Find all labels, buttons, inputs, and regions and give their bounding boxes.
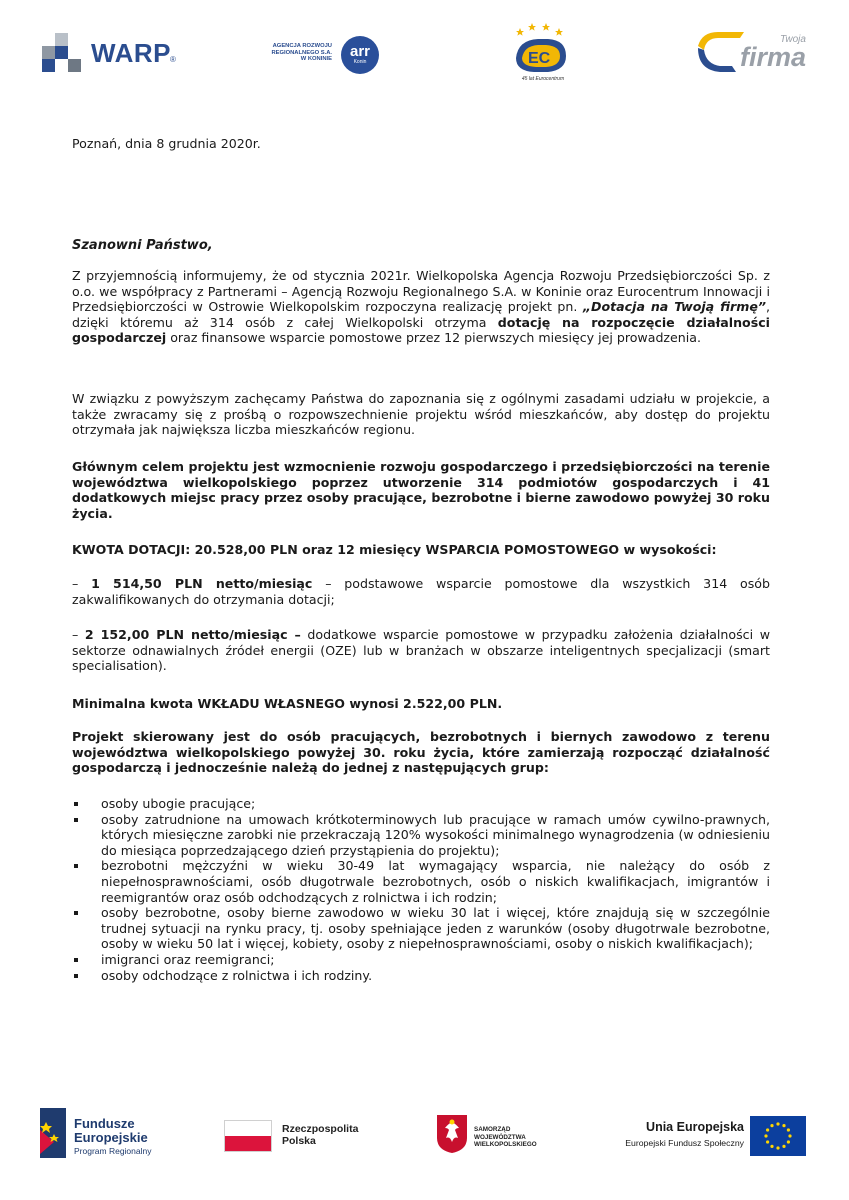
basic-support-dash: – (72, 576, 92, 591)
twoja-firma-large-text: firma (740, 42, 807, 72)
eligible-groups-list (72, 796, 770, 983)
ec-logo-caption: 45 lat Eurocentrum (521, 76, 565, 82)
unia-europejska-logo (618, 1114, 808, 1158)
list-item: osoby ubogie pracujące; (72, 796, 770, 812)
ec-logo-text: EC (528, 50, 551, 67)
fe-title: Fundusze Europejskie (74, 1116, 148, 1145)
ue-title: Unia Europejska (646, 1120, 744, 1134)
extra-support-text: dodatkowe wsparcie pomostowe w przypadku założenia działalności w sektorze odnawialnych źródeł energii (OZE) lub w branżach w obszarze inteligentnych specjalizacji (smart specialisation). (72, 627, 770, 674)
grant-highlight: dotację na rozpoczęcie działalności gospodarczej (72, 314, 770, 346)
twoja-firma-small-text: Twoja (780, 34, 806, 45)
arr-circle-icon (341, 36, 379, 74)
paragraph-basic-support (72, 576, 770, 607)
paragraph-intro-part3: oraz finansowe wsparcie pomostowe przez 12 pierwszych miesięcy jej prowadzenia. (166, 330, 701, 346)
rp-text: Rzeczpospolita Polska (282, 1123, 359, 1147)
eurocentrum-emblem-icon (508, 22, 574, 84)
date-line: Poznań, dnia 8 grudnia 2020r. (72, 136, 261, 151)
paragraph-grant-amount: KWOTA DOTACJI: 20.528,00 PLN oraz 12 miesięcy WSPARCIA POMOSTOWEGO w wysokości: (72, 542, 717, 557)
paragraph-intro (72, 268, 770, 346)
arr-logo-text: arr (349, 43, 371, 60)
eu-flag-icon (750, 1116, 806, 1156)
warp-registered-mark: ® (170, 55, 176, 64)
twoja-firma-logo (696, 28, 810, 78)
paragraph-goal: Głównym celem projektu jest wzmocnienie rozwoju gospodarczego i przedsiębiorczości na terenie województwa wielkopolskiego poprzez utworzenie 314 podmiotów gospodarczych i 41 dodatkowych miejsc pracy przez osoby pracujące, bezrobotne i bierne zawodowo powyżej 30 roku życia. (72, 459, 770, 521)
paragraph-intro-part1: Z przyjemnością informujemy, że od stycznia 2021r. Wielkopolska Agencja Rozwoju Przedsiębiorczości Sp. z o.o. we współpracy z Partnerami – Agencją Rozwoju Regionalnego S.A. w Koninie oraz Eurocentrum Innowacji i Przedsiębiorczości w Ostrowie Wielkopolskim rozpoczyna realizację projekt pn. (72, 268, 770, 315)
paragraph-extra-support (72, 627, 770, 674)
list-item: osoby zatrudnione na umowach krótkoterminowych lub pracujące w ramach umów cywilno-prawnych, których miesięczne zarobki nie przekraczają 120% wysokości minimalnego wynagrodzenia (w odniesieniu do miesiąca poprzedzającego dzień przystąpienia do projektu); (72, 812, 770, 859)
greeting: Szanowni Państwo, (72, 238, 213, 253)
paragraph-target-group: Projekt skierowany jest do osób pracujących, bezrobotnych i biernych zawodowo z terenu województwa wielkopolskiego powyżej 30. roku życia, które zamierzają rozpocząć działalność gospodarczą i jednocześnie należą do jednej z następujących grup: (72, 729, 770, 776)
list-item: bezrobotni mężczyźni w wieku 30-49 lat wymagający wsparcia, nie należący do osób z niepełnosprawnościami, osób długotrwale bezrobotnych, osób o niskich kwalifikacjach, imigrantów i reemigrantów oraz osób odchodzących z rolnictwa i ich rodzin; (72, 858, 770, 905)
extra-support-amount: 2 152,00 PLN netto/miesiąc – (84, 627, 301, 642)
twoja-firma-swoosh-icon (696, 28, 746, 74)
fe-subtitle: Program Regionalny (74, 1146, 152, 1156)
polish-flag-icon (224, 1120, 272, 1152)
arr-logo-subtext: Konin (353, 59, 367, 65)
extra-support-dash: – (72, 627, 85, 642)
list-item: imigranci oraz reemigranci; (72, 952, 770, 968)
rzeczpospolita-logo (224, 1120, 374, 1154)
paragraph-request: W związku z powyższym zachęcamy Państwa do zapoznania się z ogólnymi zasadami udziału w projekcie, a także zwracamy się z prośbą o rozpowszechnienie projektu wśród mieszkańców, aby dostęp do projektu otrzymała jak największa liczba mieszkańców regionu. (72, 391, 770, 438)
eurocentrum-logo (508, 22, 574, 88)
paragraph-own-contribution: Minimalna kwota WKŁADU WŁASNEGO wynosi 2.522,00 PLN. (72, 696, 503, 711)
sw-text: SAMORZĄD WOJEWÓDZTWA WIELKOPOLSKIEGO (474, 1126, 537, 1148)
list-item: osoby bezrobotne, osoby bierne zawodowo w wieku 30 lat i więcej, które znajdują się w szczególnie trudnej sytuacji na rynku pracy, tj. osoby spełniające jeden z warunków (osoby długotrwale bezrobotne, osoby w wieku 50 lat i więcej, kobiety, osoby z niepełnosprawnościami, osoby o niskich kwalifikacjach); (72, 905, 770, 952)
basic-support-text: – podstawowe wsparcie pomostowe dla wszystkich 314 osób zakwalifikowanych do otrzymania dotacji; (72, 576, 770, 607)
basic-support-amount: 1 514,50 PLN netto/miesiąc (91, 576, 313, 591)
fundusze-europejskie-logo (40, 1108, 210, 1160)
samorzad-logo (436, 1114, 566, 1158)
paragraph-intro-part2: , dzięki któremu aż 314 osób z całej Wielkopolski otrzyma (72, 299, 770, 330)
warp-logo-text: WARP (91, 38, 171, 68)
warp-logo (42, 33, 182, 75)
wielkopolska-coat-of-arms-icon (436, 1114, 468, 1154)
arr-agency-text: AGENCJA ROZWOJU REGIONALNEGO S.A. W KONINIE (271, 43, 332, 63)
arr-logo (268, 36, 388, 76)
list-item: osoby odchodzące z rolnictwa i ich rodziny. (72, 968, 770, 984)
fundusze-europejskie-icon (40, 1108, 70, 1158)
ue-subtitle: Europejski Fundusz Społeczny (625, 1138, 744, 1148)
project-name: „Dotacja na Twoją firmę” (582, 299, 766, 315)
warp-squares-icon (42, 33, 82, 73)
